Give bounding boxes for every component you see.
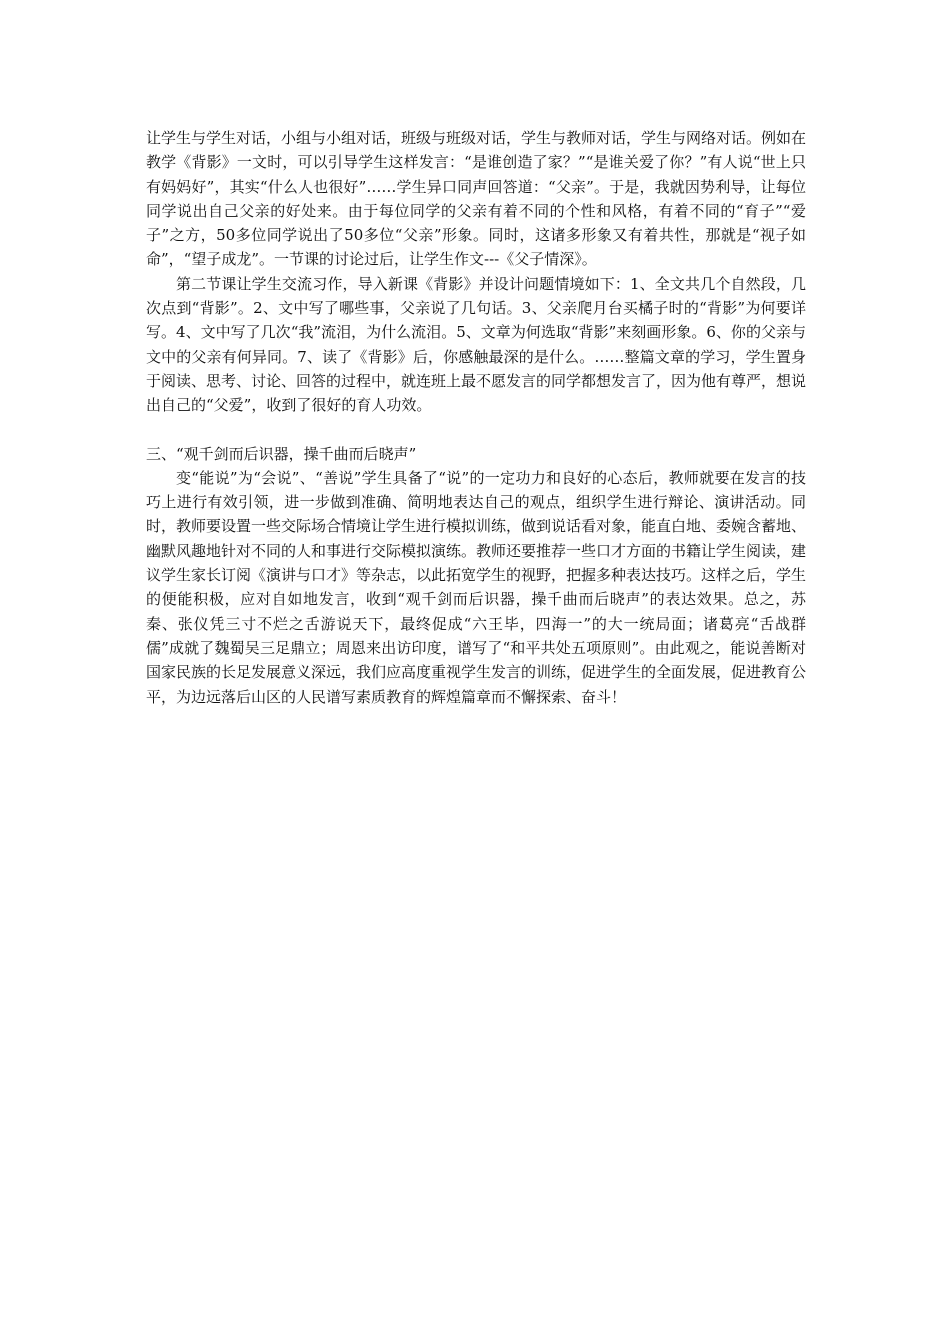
document-body — [146, 126, 806, 709]
section-heading: 三、“观千剑而后识器，操千曲而后晓声” — [146, 444, 417, 463]
paragraph-gap — [146, 418, 806, 442]
paragraph-dialogue-examples: 让学生与学生对话，小组与小组对话，班级与班级对话，学生与教师对话，学生与网络对话。例如在教学《背影》一文时，可以引导学生这样发言：“是谁创造了家？”“是谁关爱了你？”有人说“世上只有妈妈好”，其实“什么人也很好”……学生异口同声回答道：“父亲”。于是，我就因势利导，让每位同学说出自己父亲的好处来。由于每位同学的父亲有着不同的个性和风格，有着不同的“育子”“爱子”之方，50多位同学说出了50多位“父亲”形象。同时，这诸多形象又有着共性，那就是“视子如命”，“望子成龙”。一节课的讨论过后，让学生作文---《父子情深》。 — [146, 129, 807, 269]
paragraph-section-three: 变“能说”为“会说”、“善说”学生具备了“说”的一定功力和良好的心态后，教师就要在发言的技巧上进行有效引领，进一步做到准确、简明地表达自己的观点，组织学生进行辩论、演讲活动。同时，教师要设置一些交际场合情境让学生进行模拟训练，做到说话看对象，能直白地、委婉含蓄地、幽默风趣地针对不同的人和事进行交际模拟演练。教师还要推荐一些口才方面的书籍让学生阅读，建议学生家长订阅《演讲与口才》等杂志，以此拓宽学生的视野，把握多种表达技巧。这样之后，学生的便能积极，应对自如地发言，收到“观千剑而后识器，操千曲而后晓声”的表达效果。总之，苏秦、张仪凭三寸不烂之舌游说天下，最终促成“六王毕，四海一”的大一统局面；诸葛亮“舌战群儒”成就了魏蜀吴三足鼎立；周恩来出访印度，谱写了“和平共处五项原则”。由此观之，能说善断对国家民族的长足发展意义深远，我们应高度重视学生发言的训练，促进学生的全面发展，促进教育公平，为边远落后山区的人民谱写素质教育的辉煌篇章而不懈探索、奋斗！ — [146, 468, 807, 706]
paragraph-second-lesson: 第二节课让学生交流习作，导入新课《背影》并设计问题情境如下：1、全文共几个自然段，几次点到“背影”。2、文中写了哪些事，父亲说了几句话。3、父亲爬月台买橘子时的“背影”为何要详写。4、文中写了几次“我”流泪，为什么流泪。5、文章为何选取“背影”来刻画形象。6、你的父亲与文中的父亲有何异同。7、读了《背影》后，你感触最深的是什么。……整篇文章的学习，学生置身于阅读、思考、讨论、回答的过程中，就连班上最不愿发言的同学都想发言了，因为他有尊严，想说出自己的“父爱”，收到了很好的育人功效。 — [146, 274, 807, 415]
